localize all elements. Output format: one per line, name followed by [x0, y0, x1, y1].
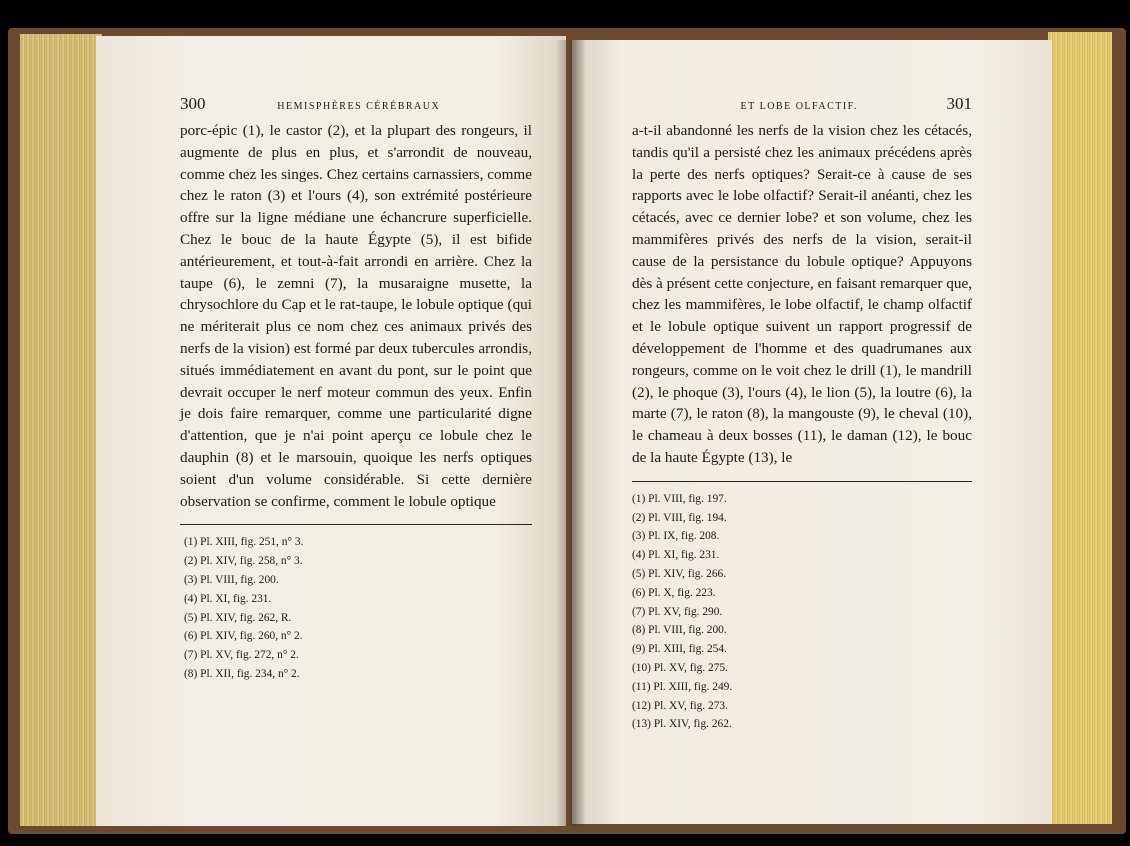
footnote: (5) Pl. XIV, fig. 266.	[632, 567, 727, 580]
footnote: (1) Pl. XIII, fig. 251, n° 3.	[184, 536, 304, 549]
footnote: (10) Pl. XV, fig. 275.	[632, 661, 728, 674]
footnote: (1) Pl. VIII, fig. 197.	[632, 492, 727, 505]
right-paragraph: a-t-il abandonné les nerfs de la vision chez les cétacés, tandis qu'il a persisté chez les animaux précédens après la perte des nerfs optiques? Serait-ce à cause de ses rapports avec le lobe olfactif? Serait-il anéanti, chez les cétacés, avec ce dernier lobe? et son volume, chez les mammifères privés des nerfs de la vision, serait-il cause de la persistance du lobule optique? Appuyons dès à présent cette conjecture, en faisant remarquer que, chez les mammifères, le lobe olfactif, le champ olfactif et le lobule optique suivent un rapport progressif de développement de l'homme et des quadrumanes aux rongeurs, comme on le voit chez le drill (1), le mandrill (2), le phoque (3), l'ours (4), le lion (5), la loutre (6), la marte (7), le raton (8), la mangouste (9), le cheval (10), le chameau à deux bosses (11), le daman (12), le bouc de la haute Égypte (13), le	[632, 122, 972, 466]
footnote: (13) Pl. XIV, fig. 262.	[632, 718, 732, 731]
page-edges-right	[1048, 32, 1112, 824]
footnote: (7) Pl. XV, fig. 272, n° 2.	[184, 649, 299, 662]
footnote: (3) Pl. VIII, fig. 200.	[184, 573, 279, 586]
right-footnotes	[632, 490, 972, 734]
footnote: (6) Pl. XIV, fig. 260, n° 2.	[184, 630, 303, 643]
left-body-text	[180, 120, 532, 512]
right-page-number: 301	[946, 94, 972, 113]
footnote: (2) Pl. XIV, fig. 258, n° 3.	[184, 555, 303, 568]
footnote: (7) Pl. XV, fig. 290.	[632, 605, 723, 618]
footnote: (5) Pl. XIV, fig. 262, R.	[184, 611, 292, 624]
left-page-header	[180, 94, 532, 120]
footnote: (6) Pl. X, fig. 223.	[632, 586, 716, 599]
left-page	[96, 36, 566, 826]
footnote: (12) Pl. XV, fig. 273.	[632, 699, 728, 712]
footnote: (9) Pl. XIII, fig. 254.	[632, 643, 727, 656]
footnote: (3) Pl. IX, fig. 208.	[632, 530, 720, 543]
footnote: (4) Pl. XI, fig. 231.	[184, 592, 272, 605]
footnote: (8) Pl. VIII, fig. 200.	[632, 624, 727, 637]
left-page-number: 300	[180, 94, 206, 113]
footnote: (2) Pl. VIII, fig. 194.	[632, 511, 727, 524]
footnote: (8) Pl. XII, fig. 234, n° 2.	[184, 667, 300, 680]
right-page	[572, 40, 1052, 824]
left-footnote-rule	[180, 524, 532, 525]
right-page-header	[632, 94, 972, 120]
right-footnote-rule	[632, 481, 972, 482]
left-running-head: HEMISPHÈRES CÉRÉBRAUX	[277, 101, 441, 112]
book-gutter	[556, 40, 586, 826]
right-running-head: ET LOBE OLFACTIF.	[740, 101, 858, 112]
left-paragraph: porc-épic (1), le castor (2), et la plupart des rongeurs, il augmente de plus en plus, et s'arrondit de nouveau, comme chez les singes. Chez certains carnassiers, comme chez le raton (3) et l'ours (4), son extrémité postérieure offre sur la ligne médiane une échancrure superficielle. Chez le bouc de la haute Égypte (5), il est bifide antérieurement, et tout-à-fait arrondi en arrière. Chez la taupe (6), le zemni (7), la musaraigne musette, la chrysochlore du Cap et le rat-taupe, le lobule optique (qui ne mériterait plus ce nom chez ces animaux privés des nerfs de la vision) est formé par deux tubercules arrondis, situés immédiatement en avant du pont, sur le point que devrait occuper le nerf moteur commun des yeux. Enfin je dois faire remarquer, comme une particularité digne d'attention, que je n'ai point aperçu ce lobule chez le dauphin (8) et le marsouin, quoique les nerfs optiques soient d'un volume considérable. Si cette dernière observation se confirme, comment le lobule optique	[180, 122, 532, 510]
footnote: (11) Pl. XIII, fig. 249.	[632, 680, 733, 693]
left-footnotes	[180, 533, 532, 683]
page-edges-left	[20, 34, 102, 826]
footnote: (4) Pl. XI, fig. 231.	[632, 549, 720, 562]
right-body-text	[632, 120, 972, 469]
